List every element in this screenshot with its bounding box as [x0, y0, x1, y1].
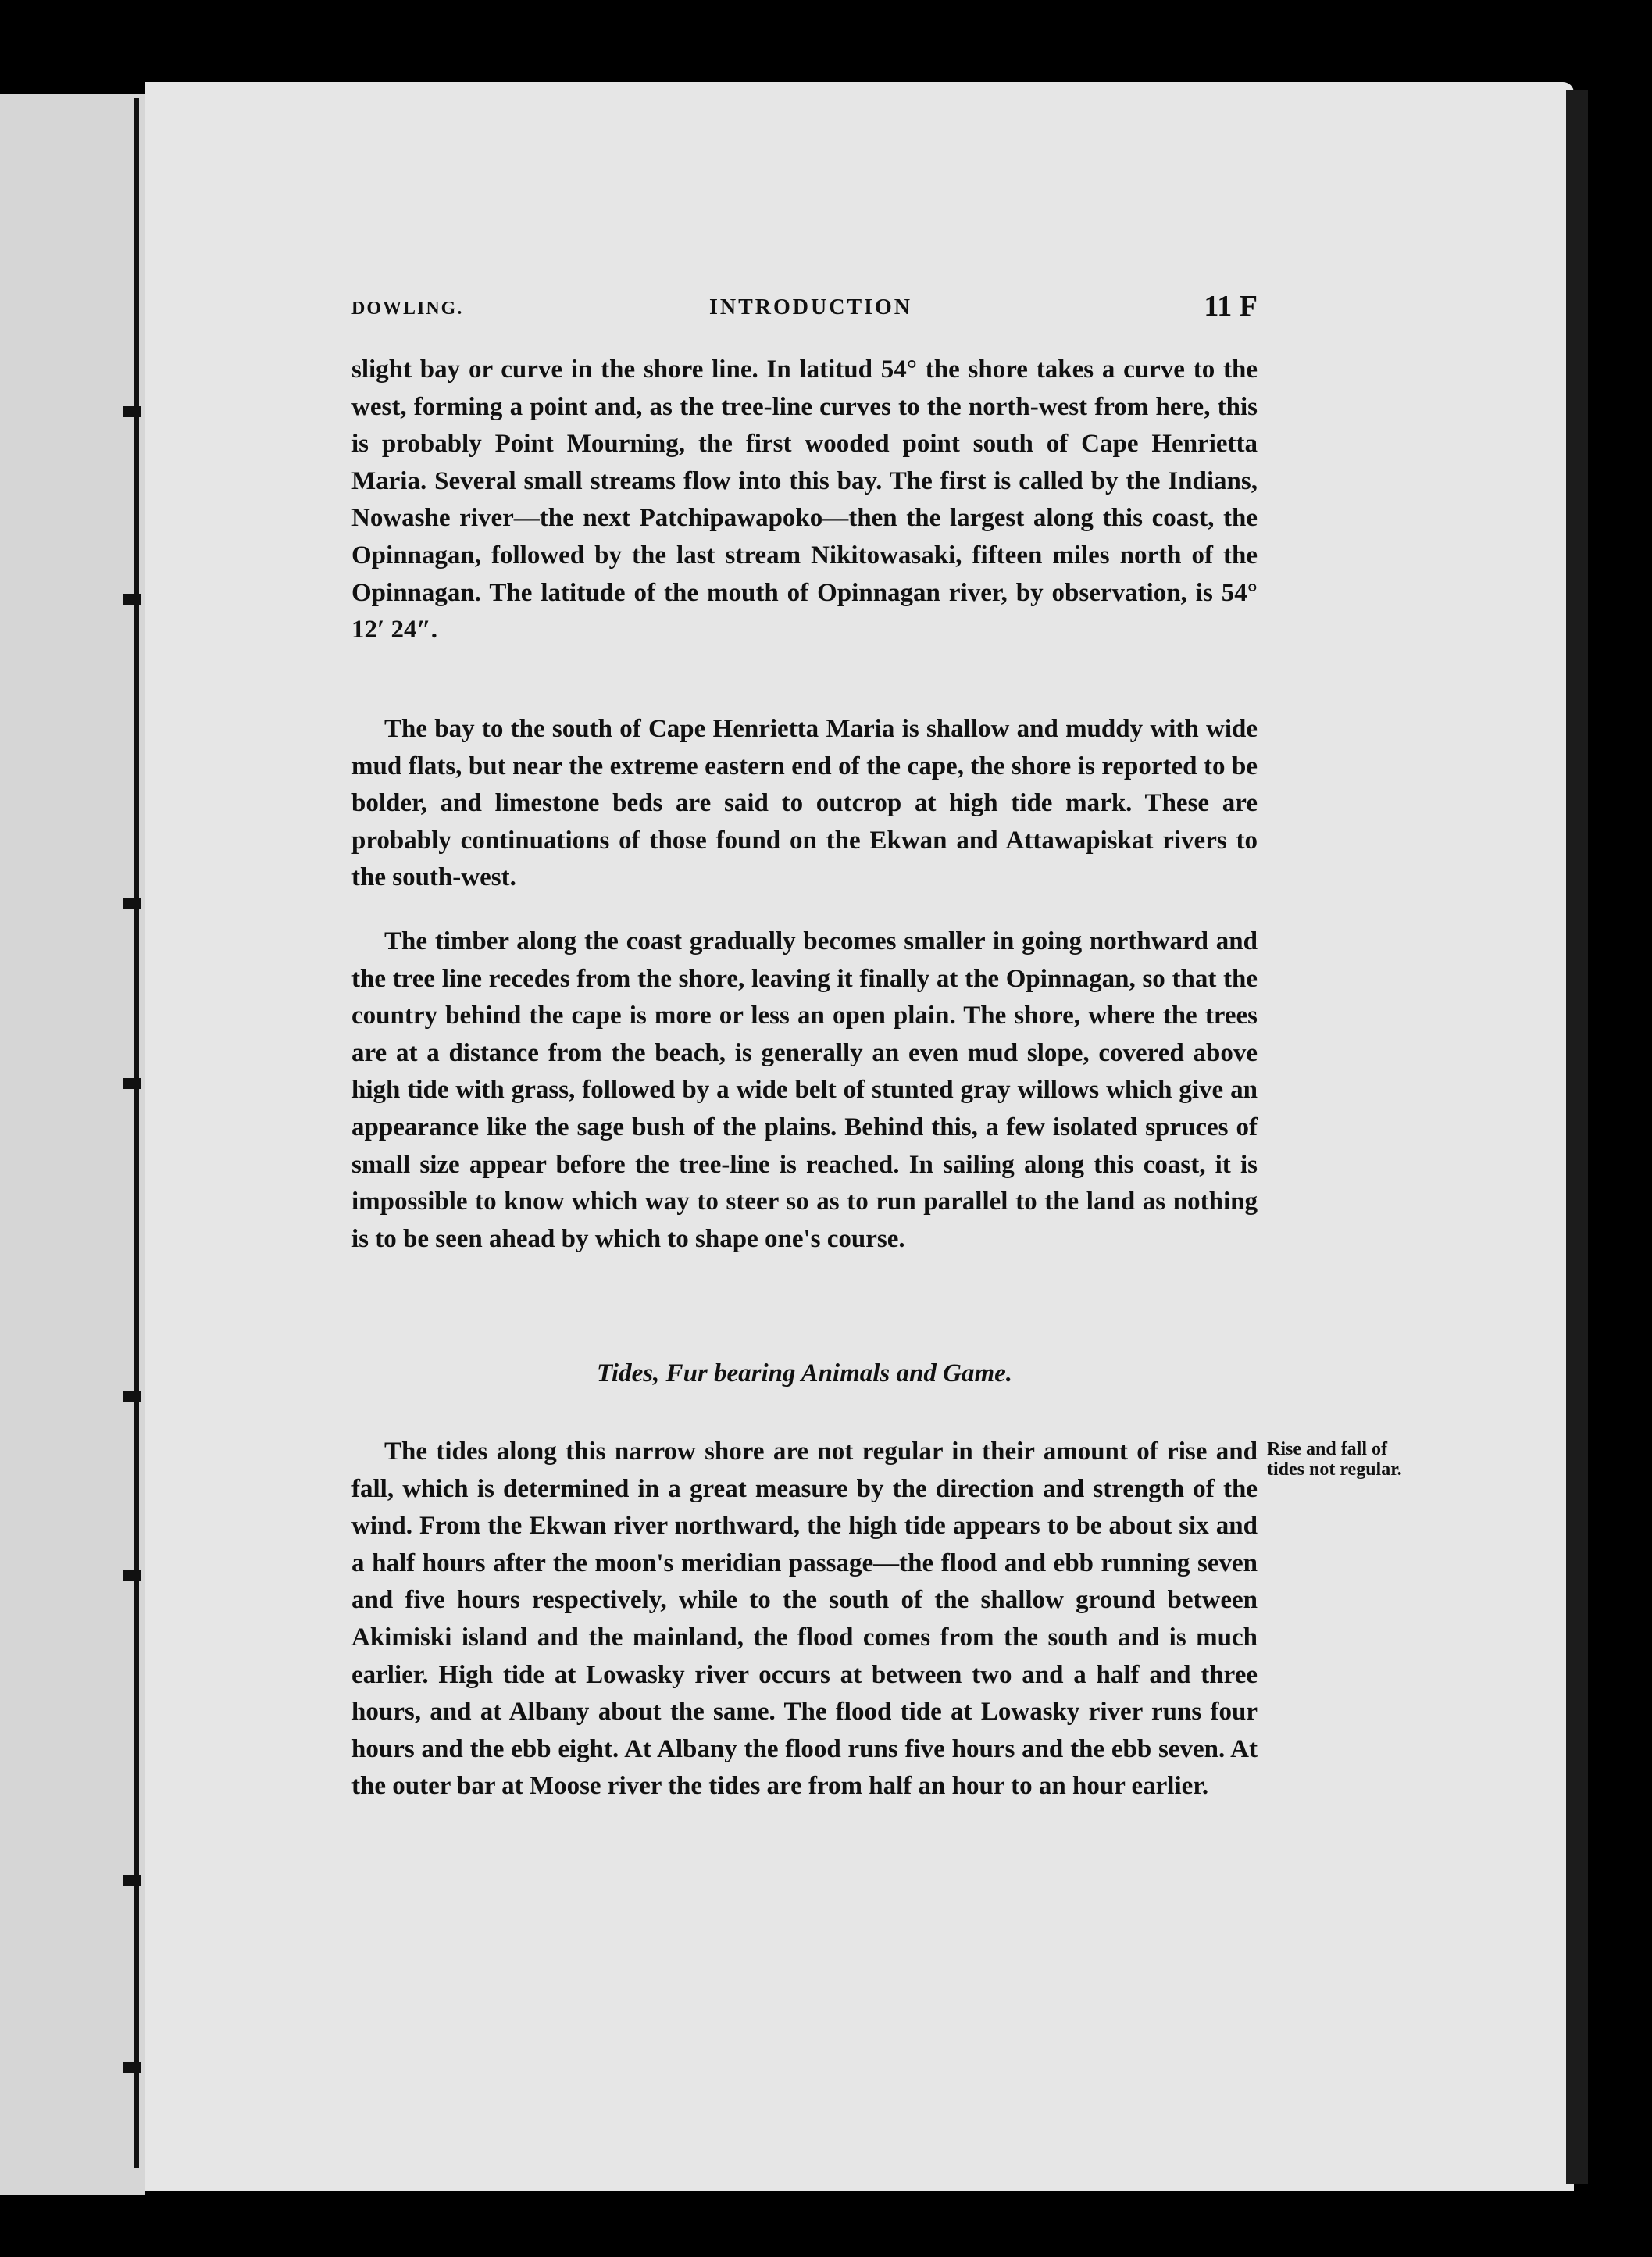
running-header	[351, 289, 1258, 336]
paragraph-1: slight bay or curve in the shore line. In latitud 54° the shore takes a curve to the west, forming a point and, as the tree-line curves to the north-west from here, this is probably Point Mourning, the first wooded point south of Cape Henrietta Maria. Several small streams flow into this bay. The first is called by the Indians, Nowashe river—the next Patchipawapoko—then the largest along this coast, the Opinnagan, followed by the last stream Nikitowasaki, fifteen miles north of the Opinnagan. The latitude of the mouth of Opinnagan river, by observation, is 54° 12′ 24″.	[351, 355, 1258, 645]
binding-notch	[123, 898, 141, 909]
margin-note: Rise and fall of tides not regular.	[1267, 1439, 1402, 1480]
page-edge	[1566, 90, 1588, 2184]
paragraph-4: The tides along this narrow shore are not regular in their amount of rise and fall, which is determined in a great measure by the direction and strength of the wind. From the Ekwan river northward, the high tide appears to be about six and a half hours after the moon's meridian passage—the flood and ebb running seven and five hours respectively, while to the south of the shallow ground between Akimiski island and the mainland, the flood comes from the south and is much earlier. High tide at Lowasky river occurs at between two and a half and three hours, and at Albany about the same. The flood tide at Lowasky river runs four hours and the ebb eight. At Albany the flood runs five hours and the ebb seven. At the outer bar at Moose river the tides are from half an hour to an hour earlier.	[351, 1437, 1258, 1801]
page-number: 11 F	[1204, 290, 1258, 323]
running-header-title: INTRODUCTION	[709, 295, 913, 320]
binding-notch	[123, 1078, 141, 1089]
binding-notch	[123, 594, 141, 605]
section-subheading: Tides, Fur bearing Animals and Game.	[596, 1359, 1013, 1387]
paragraph-3: The timber along the coast gradually becomes smaller in going northward and the tree line recedes from the shore, leaving it finally at the Opinnagan, so that the country behind the cape is more or less an open plain. The shore, where the trees are at a distance from the beach, is generally an even mud slope, covered above high tide with grass, followed by a wide belt of stunted gray willows which give an appearance like the sage bush of the plains. Behind this, a few isolated spruces of small size appear before the tree-line is reached. In sailing along this coast, it is impossible to know which way to steer so as to run parallel to the land as nothing is to be seen ahead by which to shape one's course.	[351, 927, 1258, 1253]
binding-notch	[123, 2062, 141, 2073]
binding-notch	[123, 406, 141, 417]
paragraph-2: The bay to the south of Cape Henrietta Maria is shallow and muddy with wide mud flats, but near the extreme eastern end of the cape, the shore is reported to be bolder, and limestone beds are said to outcrop at high tide mark. These are probably continuations of those found on the Ekwan and Attawapiskat rivers to the south-west.	[351, 715, 1258, 892]
binding-notch	[123, 1875, 141, 1886]
binding-notch	[123, 1570, 141, 1581]
running-header-author: DOWLING.	[351, 298, 464, 319]
binding-notch	[123, 1391, 141, 1402]
